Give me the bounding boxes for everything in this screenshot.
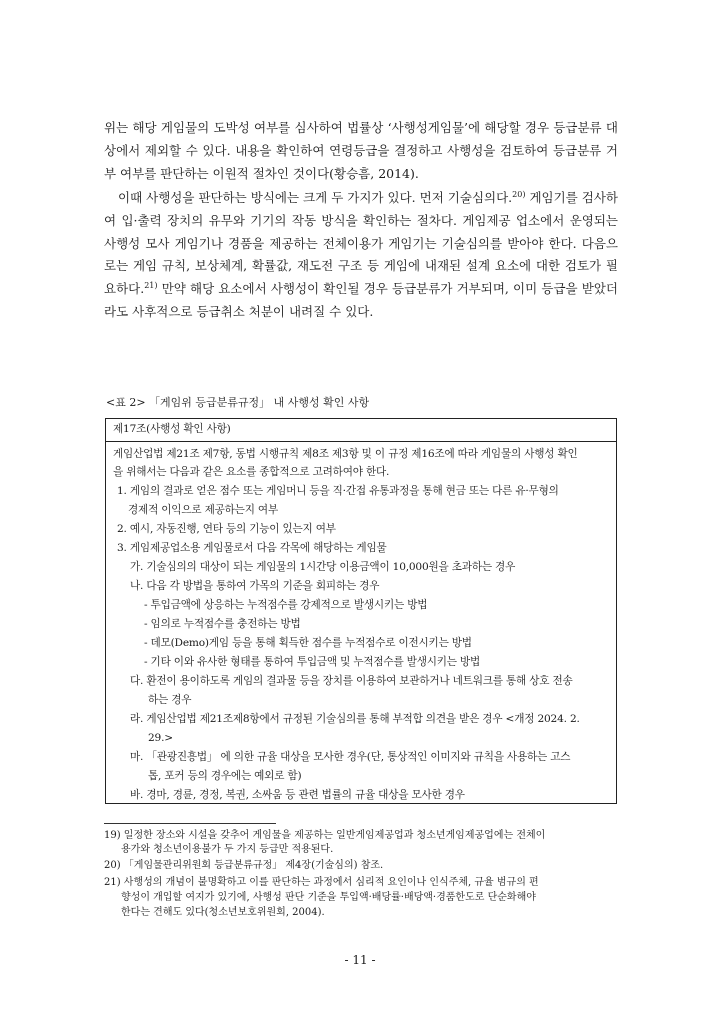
page-number: - 11 -	[344, 953, 376, 967]
box-line: 하는 경우	[148, 694, 192, 706]
footnote-21: 21) 사행성의 개념이 불명확하고 이를 판단하는 과정에서 심리적 요인이나 인식주체, 규율 범규의 편	[104, 877, 539, 888]
footnote-21-cont: 한다는 견해도 있다(청소년보호위원회, 2004).	[121, 907, 325, 918]
footnote-19-cont: 용가와 청소년이용불가 두 가지 등급만 적용된다.	[121, 844, 334, 855]
box-line: 톱, 포커 등의 경우에는 예외로 함)	[148, 770, 302, 782]
footnote-ref-20[interactable]: 20)	[512, 190, 526, 199]
table-caption: <표 2> 「게임위 등급분류규정」 내 사행성 확인 사항	[106, 396, 370, 409]
body-paragraph-2	[104, 187, 618, 324]
footnote-21-cont: 향성이 개입할 여지가 있기에, 사행성 판단 기준을 투입액·배당률·배당액·경품한도로 단순화해야	[121, 892, 536, 903]
box-line: - 데모(Demo)게임 등을 통해 획득한 점수를 누적점수로 이전시키는 방법	[144, 637, 472, 649]
box-line: 경제적 이익으로 제공하는지 여부	[128, 504, 278, 516]
box-line: 가. 기술심의의 대상이 되는 게임물의 1시간당 이용금액이 10,000원을 초과하는 경우	[130, 561, 516, 573]
box-line: 마. 「관광진흥법」 에 의한 규율 대상을 모사한 경우(단, 통상적인 이미지와 규칙을 사용하는 고스	[130, 751, 571, 763]
box-line: - 기타 이와 유사한 형태를 통하여 투입금액 및 누적점수를 발생시키는 방법	[144, 656, 481, 668]
box-line: 게임산업법 제21조 제7항, 동법 시행규칙 제8조 제3항 및 이 규정 제16조에 따라 게임물의 사행성 확인	[113, 448, 578, 460]
paragraph-2-part-2: 게임기를 검사하여 입·출력 장치의 유무와 기기의 작동 방식을 확인하는 절차다. 게임제공 업소에서 운영되는 사행성 모사 게임기나 경품을 제공하는 전체이용가 게임기는 기술심의를 받아야 한다. 다음으로는 게임 규칙, 보상체계, 확률값, 재도전 구조 등 게임에 내재된 설계 요소에 대한 검토가 필요하다.	[104, 190, 618, 297]
box-line: 나. 다음 각 방법을 통하여 가목의 기준을 회피하는 경우	[130, 580, 380, 592]
footnote-divider	[104, 823, 276, 824]
box-line: 29.>	[148, 732, 173, 744]
paragraph-2-part-3: 만약 해당 요소에서 사행성이 확인될 경우 등급분류가 거부되며, 이미 등급을 받았더라도 사후적으로 등급취소 처분이 내려질 수 있다.	[104, 281, 618, 319]
box-line: 2. 예시, 자동진행, 연타 등의 기능이 있는지 여부	[117, 523, 336, 535]
box-line: 1. 게임의 결과로 얻은 점수 또는 게임머니 등을 직·간접 유통과정을 통해 현금 또는 다른 유·무형의	[117, 485, 559, 497]
box-line: - 투입금액에 상응하는 누적점수를 강제적으로 발생시키는 방법	[144, 599, 428, 611]
box-line: 3. 게임제공업소용 게임물로서 다음 각목에 해당하는 게임물	[117, 542, 387, 554]
box-line: 다. 환전이 용이하도록 게임의 결과물 등을 장치를 이용하여 보관하거나 네트워크를 통해 상호 전송	[130, 675, 573, 687]
box-header: 제17조(사행성 확인 사항)	[113, 423, 231, 435]
body-paragraph-1: 위는 해당 게임물의 도박성 여부를 심사하여 법률상 ‘사행성게임물’에 해당할 경우 등급분류 대상에서 제외할 수 있다. 내용을 확인하여 연령등급을 결정하고 사행성을 검토하여 등급분류 거부 여부를 판단하는 이원적 절차인 것이다(황승흠, 2014).	[104, 120, 618, 181]
footnote-19: 19) 일정한 장소와 시설을 갖추어 게임물을 제공하는 일반게임제공업과 청소년게임제공업에는 전체이	[104, 830, 546, 841]
regulation-box	[105, 418, 617, 804]
box-line: - 임의로 누적점수를 충전하는 방법	[144, 618, 301, 630]
box-divider	[106, 441, 616, 442]
box-line: 을 위해서는 다음과 같은 요소를 종합적으로 고려하여야 한다.	[113, 466, 390, 478]
paragraph-2-part-1: 이때 사행성을 판단하는 방식에는 크게 두 가지가 있다. 먼저 기술심의다.	[118, 190, 513, 205]
footnote-20: 20) 「게임물관리위원회 등급분류규정」 제4장(기술심의) 참조.	[104, 860, 384, 871]
footnote-ref-21[interactable]: 21)	[144, 281, 158, 291]
box-line: 바. 경마, 경륜, 경정, 복권, 소싸움 등 관련 법률의 규율 대상을 모사한 경우	[130, 789, 465, 801]
box-line: 라. 게임산업법 제21조제8항에서 규정된 기술심의를 통해 부적합 의견을 받은 경우 <개정 2024. 2.	[130, 713, 580, 725]
